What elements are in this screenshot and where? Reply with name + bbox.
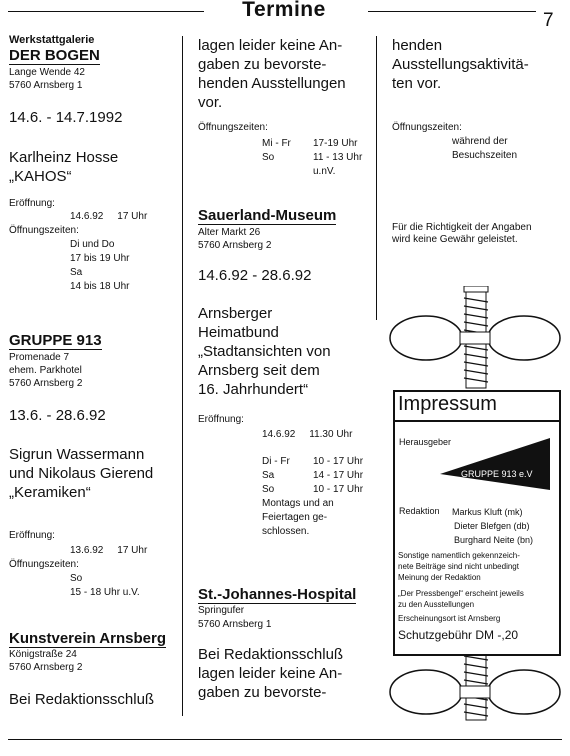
pressbengel-line: zu den Ausstellungen [398, 600, 475, 609]
hours-line: während der [452, 136, 508, 147]
col2-oeffnung-label: Öffnungszeiten: [198, 122, 268, 133]
hours-day: Sa [262, 470, 275, 481]
hours-time: 11 - 13 Uhr [313, 152, 363, 163]
impressum-ort: Erscheinungsort ist Arnsberg [398, 614, 501, 623]
gruppe-hours [70, 573, 140, 599]
disclaimer-line: Für die Richtigkeit der Angaben [392, 222, 532, 233]
text-line: lagen leider keine An- [198, 665, 343, 682]
hours-day: So [262, 484, 275, 495]
schutzgebuehr: Schutzgebühr DM -,20 [398, 628, 519, 642]
sauerland-hours-day [262, 456, 290, 496]
column-divider-2 [376, 36, 377, 320]
hours-line: 14 bis 18 Uhr [70, 281, 130, 292]
bogen-dates: 14.6. - 14.7.1992 [9, 109, 123, 126]
disclaimer [392, 222, 532, 246]
gruppe-name: GRUPPE 913 [9, 332, 102, 349]
gruppe-eroeffnung-label: Eröffnung: [9, 530, 55, 541]
sauerland-eroeffnung-label: Eröffnung: [198, 414, 244, 425]
note-line: Sonstige namentlich gekennzeich- [398, 551, 520, 560]
bottom-bar [460, 686, 490, 698]
hours-line: So [70, 573, 83, 584]
gruppe-oeffnung-label: Öffnungszeiten: [9, 559, 79, 570]
col2-cont-text [198, 36, 346, 112]
bogen-name: DER BOGEN [9, 47, 100, 64]
bogen-eroeffnung-value: 14.6.92 17 Uhr [70, 211, 148, 222]
text-line: lagen leider keine An- [198, 37, 343, 54]
bottom-right-knob-icon [488, 670, 560, 714]
hours-line: 17 bis 19 Uhr [70, 253, 130, 264]
sauerland-city: 5760 Arnsberg 2 [198, 240, 272, 251]
johannes-text [198, 645, 343, 702]
sauerland-name: Sauerland-Museum [198, 207, 337, 224]
johannes-city: 5760 Arnsberg 1 [198, 619, 272, 630]
title-line: Heimatbund [198, 324, 279, 341]
col2-hours-day [262, 138, 291, 178]
hours-time: 10 - 17 Uhr [313, 484, 364, 495]
bogen-hours [70, 239, 129, 293]
redaktion-line: Burghard Neite (bn) [454, 535, 534, 545]
bottom-left-knob-icon [390, 670, 462, 714]
top-right-knob-icon [488, 316, 560, 360]
gruppe-artists [9, 445, 153, 502]
col2-hours-time [313, 138, 362, 178]
sauerland-hours-time [313, 456, 363, 496]
kunst-city: 5760 Arnsberg 2 [9, 662, 83, 673]
kunst-street: Königstraße 24 [9, 649, 77, 660]
header-rule-left [8, 11, 204, 12]
hours-line: Besuchszeiten [452, 150, 518, 161]
bogen-city: 5760 Arnsberg 1 [9, 80, 83, 91]
artist-line: Sigrun Wassermann [9, 446, 145, 463]
johannes-name: St.-Johannes-Hospital [198, 586, 357, 603]
text-line: vor. [198, 94, 223, 111]
title-line: Arnsberger [198, 305, 273, 322]
bogen-street: Lange Wende 42 [9, 67, 85, 78]
disclaimer-line: wird keine Gewähr geleistet. [392, 234, 518, 245]
sauerland-closed [262, 498, 334, 538]
sauerland-title [198, 304, 331, 399]
bogen-title: „KAHOS“ [9, 168, 72, 185]
title-line: 16. Jahrhundert“ [198, 381, 309, 398]
artist-line: und Nikolaus Gierend [9, 465, 154, 482]
text-line: gaben zu bevorste- [198, 684, 327, 701]
sauerland-eroeffnung-value: 14.6.92 11.30 Uhr [262, 429, 353, 440]
page-number: 7 [543, 10, 554, 31]
hours-day: Di - Fr [262, 456, 290, 467]
closed-line: schlossen. [262, 526, 310, 537]
gruppe-street: Promenade 7 [9, 352, 70, 363]
top-left-knob-icon [390, 316, 462, 360]
hours-line: 15 - 18 Uhr u.V. [70, 587, 140, 598]
hours-time: 14 - 17 Uhr [313, 470, 364, 481]
top-bar [460, 332, 490, 344]
title-line: Arnsberg seit dem [198, 362, 320, 379]
header-rule-right [368, 11, 536, 12]
text-line: ten vor. [392, 75, 442, 92]
page-title: Termine [242, 0, 326, 21]
closed-line: Montags und an [262, 498, 334, 509]
gruppe-eroeffnung-value: 13.6.92 17 Uhr [70, 545, 148, 556]
hours-line: Di und Do [70, 239, 115, 250]
text-line: Bei Redaktionsschluß [198, 646, 344, 663]
title-line: „Stadtansichten von [198, 343, 331, 360]
logo-text: GRUPPE 913 e.V [461, 469, 533, 479]
closed-line: Feiertagen ge- [262, 512, 328, 523]
bogen-oeffnung-label: Öffnungszeiten: [9, 225, 79, 236]
text-line: henden Ausstellungen [198, 75, 346, 92]
hours-time: 10 - 17 Uhr [313, 456, 364, 467]
impressum-title: Impressum [398, 393, 497, 415]
hours-time: u.nV. [313, 166, 336, 177]
impressum-note [398, 550, 520, 583]
sauerland-street: Alter Markt 26 [198, 227, 261, 238]
artist-line: „Keramiken“ [9, 484, 91, 501]
redaktion-label: Redaktion [399, 506, 440, 516]
kunst-text: Bei Redaktionsschluß [9, 691, 155, 708]
gruppe-logo-icon [440, 436, 552, 492]
herausgeber-label: Herausgeber [399, 437, 452, 447]
col3-hours [452, 136, 517, 162]
gruppe-dates: 13.6. - 28.6.92 [9, 407, 106, 424]
bogen-artist: Karlheinz Hosse [9, 149, 119, 166]
galerie-label: Werkstattgalerie [9, 34, 95, 46]
hours-day [262, 166, 291, 178]
hours-day: Mi - Fr [262, 138, 291, 149]
bottom-screw-icon [464, 650, 488, 720]
gruppe-city: 5760 Arnsberg 2 [9, 378, 83, 389]
bogen-eroeffnung-label: Eröffnung: [9, 198, 55, 209]
sauerland-dates: 14.6.92 - 28.6.92 [198, 267, 312, 284]
col3-cont-text [392, 36, 529, 93]
column-divider-1 [182, 36, 183, 716]
pressbengel-line: „Der Pressbengel“ erscheint jeweils [398, 589, 524, 598]
hours-time: 17-19 Uhr [313, 138, 358, 149]
hours-line: Sa [70, 267, 83, 278]
impressum-pressbengel [398, 588, 524, 610]
redaktion-names [452, 505, 533, 547]
text-line: gaben zu bevorste- [198, 56, 327, 73]
note-line: Meinung der Redaktion [398, 573, 481, 582]
redaktion-line: Dieter Blefgen (db) [454, 521, 530, 531]
text-line: Ausstellungsaktivitä- [392, 56, 529, 73]
kunst-name: Kunstverein Arnsberg [9, 630, 166, 647]
johannes-street: Springufer [198, 605, 245, 616]
note-line: nete Beiträge sind nicht unbedingt [398, 562, 519, 571]
redaktion-line: Markus Kluft (mk) [452, 507, 523, 517]
footer-rule [8, 739, 562, 740]
hours-day: So [262, 152, 275, 163]
text-line: henden [392, 37, 443, 54]
col3-oeffnung-label: Öffnungszeiten: [392, 122, 462, 133]
gruppe-extra: ehem. Parkhotel [9, 365, 82, 376]
